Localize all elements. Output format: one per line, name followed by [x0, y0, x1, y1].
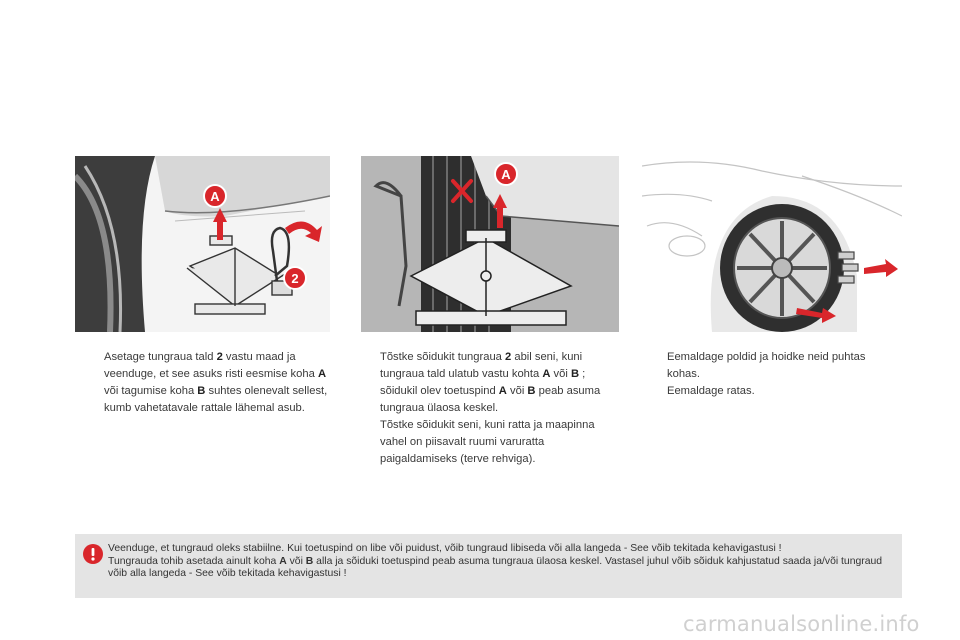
text-segment: Tungrauda tohib asetada ainult koha: [108, 555, 280, 567]
marker-2-label: 2: [291, 271, 299, 286]
text-segment: Tõstke sõidukit tungraua: [380, 351, 505, 363]
warning-text: [108, 543, 888, 581]
ref-a: A: [498, 385, 507, 397]
instruction-column-2: [361, 349, 623, 468]
text-segment: või: [506, 385, 528, 397]
instruction-item: [85, 349, 335, 417]
instruction-column-1: [85, 349, 335, 417]
instruction-item: [648, 349, 898, 383]
instruction-column-3: [648, 349, 898, 400]
warning-box: [75, 534, 902, 598]
text-segment: või tagumise koha: [104, 385, 198, 397]
text-segment: Eemaldage poldid ja hoidke neid puhtas kohas.: [667, 351, 866, 380]
ref-a: A: [317, 368, 327, 380]
ref-b: B: [570, 368, 580, 380]
marker-2-badge: [284, 267, 306, 289]
instruction-item: [361, 349, 623, 417]
instruction-item: [648, 383, 898, 400]
text-segment: abil seni, kuni tungraua tald ulatub vastu kohta: [380, 351, 583, 380]
ref-b: B: [305, 555, 314, 567]
text-segment: vastu maad ja veenduge, et see asuks risti eesmise koha: [104, 351, 318, 380]
ref-b: B: [197, 385, 206, 397]
remove-wheel-illustration: [642, 156, 902, 332]
ref-2: 2: [216, 351, 223, 363]
watermark: carmanualsonline.info: [683, 612, 920, 636]
ref-b: B: [527, 385, 536, 397]
figure-remove-wheel: [642, 156, 902, 332]
text-segment: Tõstke sõidukit seni, kuni ratta ja maapinna vahel on piisavalt ruumi varuratta paigaldamiseks (terve rehviga).: [380, 419, 595, 465]
ref-a: A: [279, 555, 287, 567]
figure-raising-vehicle: [361, 156, 619, 332]
text-segment: Asetage tungraua tald: [104, 351, 217, 363]
text-segment: või: [550, 368, 571, 380]
jack-placement-illustration: [75, 156, 330, 332]
ref-a: A: [542, 368, 551, 380]
marker-a-label-2: A: [501, 167, 511, 182]
ref-2: 2: [505, 351, 512, 363]
marker-a-badge: [204, 185, 226, 207]
text-segment: peab asuma tungraua ülaosa keskel.: [380, 385, 601, 414]
text-segment: suhtes olenevalt sellest, kumb vahetatavale rattale lähemal asub.: [104, 385, 328, 414]
warning-line-1: Veenduge, et tungraud oleks stabiilne. Kui toetuspind on libe või puidust, võib tungraud libiseda või alla langeda - See võib tekitada kehavigastusi !: [108, 543, 782, 554]
marker-a-label: A: [210, 189, 220, 204]
marker-a-badge-2: [495, 163, 517, 185]
text-segment: või: [286, 555, 306, 567]
figure-jack-placement: [75, 156, 330, 332]
warning-icon: [83, 544, 103, 564]
raising-vehicle-illustration: [361, 156, 619, 332]
text-segment: ; sõidukil olev toetuspind: [380, 368, 586, 397]
instruction-item: [361, 417, 623, 468]
warning-line-2: [108, 556, 888, 581]
text-segment: alla ja sõiduki toetuspind peab asuma tungraua ülaosa keskel. Vastasel juhul võib sõiduk kahjustatud saada ja/või tungraud võib alla langeda - See võib tekitada kehavigastusi !: [108, 555, 883, 579]
text-segment: Eemaldage ratas.: [667, 385, 755, 397]
